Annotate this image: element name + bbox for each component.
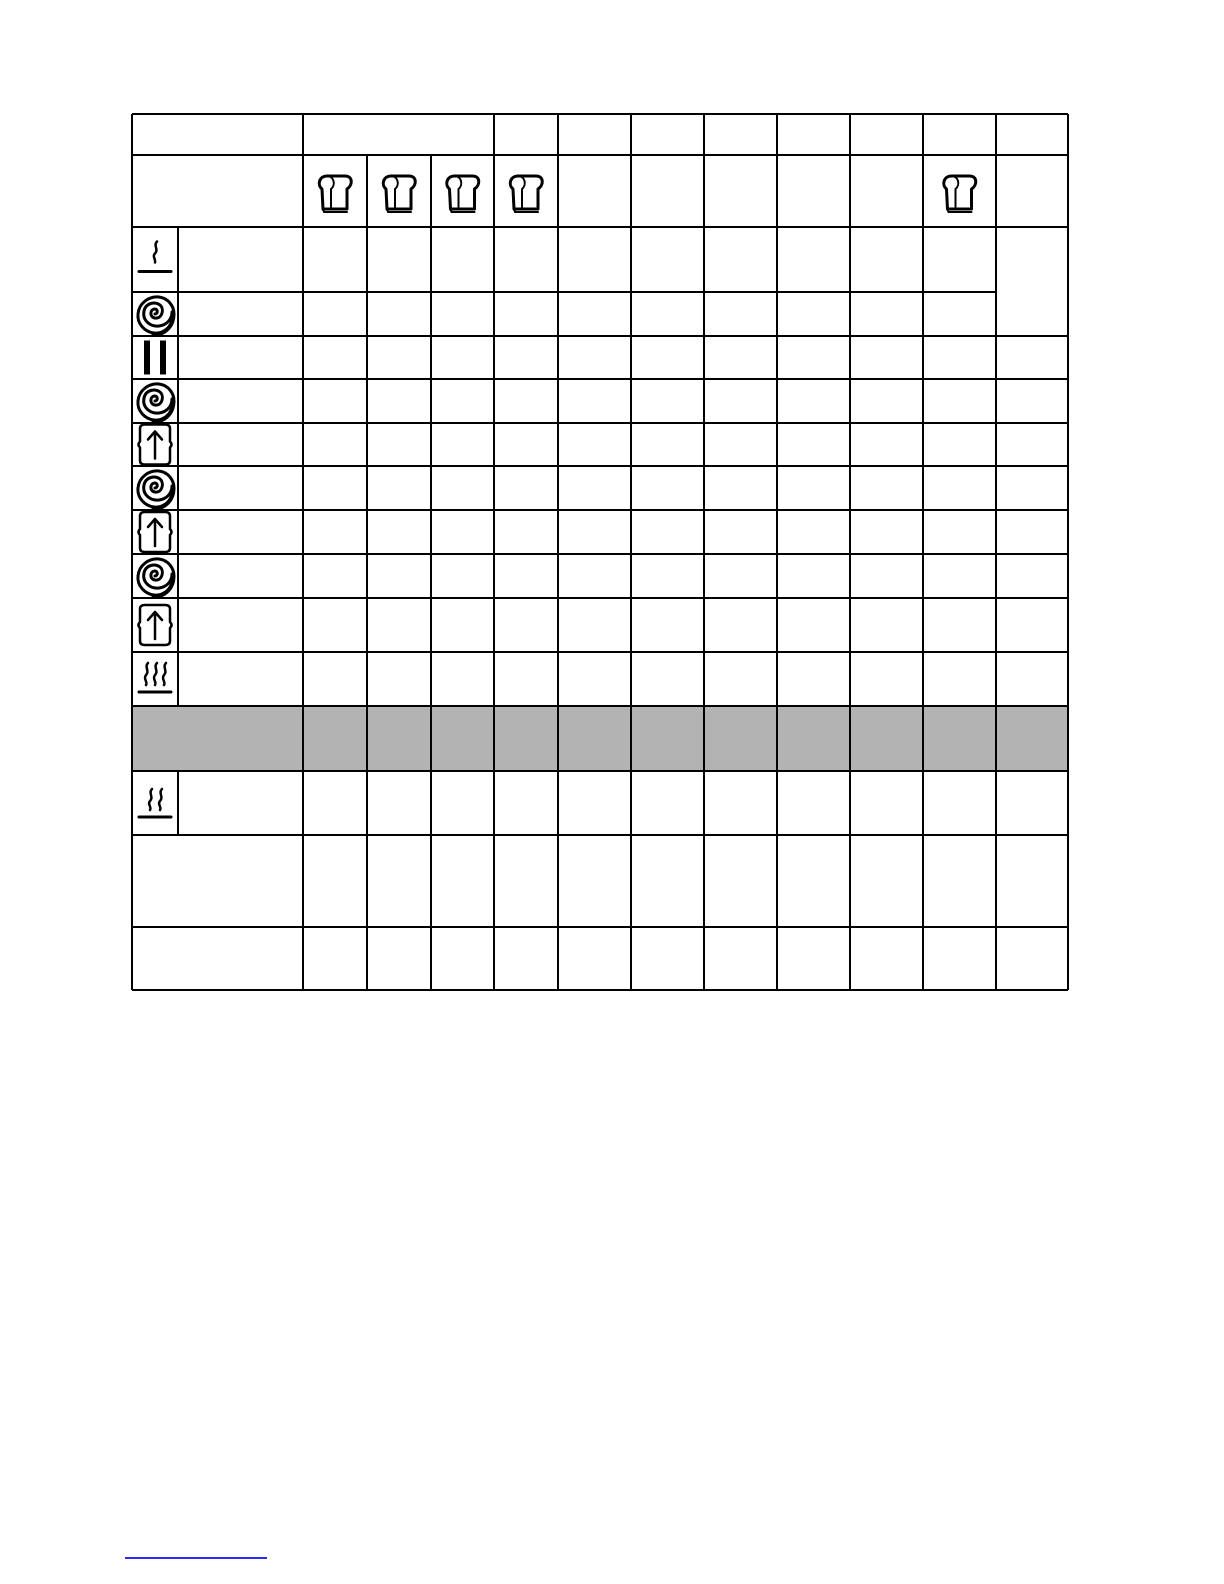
shaded-row (132, 706, 1068, 771)
bread-loaf-icon (319, 176, 351, 212)
bread-loaf-icon (944, 176, 976, 212)
knead-spiral-icon (138, 297, 174, 335)
knead-spiral-icon (138, 559, 174, 597)
bake-heat-icon (139, 663, 171, 692)
bread-loaf-icon (383, 176, 415, 212)
rise-arrow-icon (139, 512, 172, 552)
bread-loaf-icon (510, 176, 542, 212)
rise-arrow-icon (139, 605, 172, 645)
knead-spiral-icon (138, 384, 174, 422)
rise-arrow-icon (139, 425, 172, 465)
pause-icon (144, 341, 166, 375)
keep-warm-icon (139, 789, 171, 817)
knead-spiral-icon (138, 471, 174, 509)
bread-loaf-icon (447, 176, 479, 212)
footer-link-underline (125, 1557, 267, 1559)
rest-steam-icon (139, 242, 171, 272)
